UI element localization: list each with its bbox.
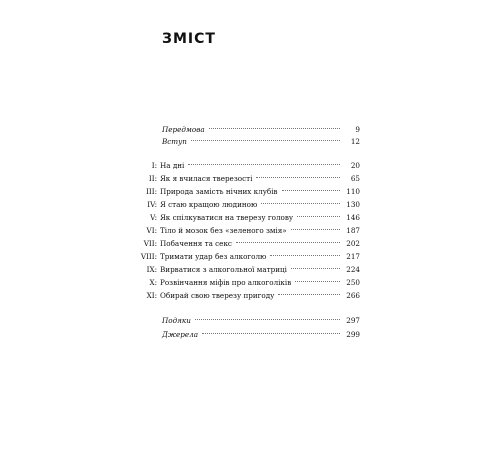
chapter-number: IV:	[147, 200, 157, 209]
toc-entry-chapter-11[interactable]	[100, 290, 360, 302]
chapter-number: IX:	[146, 265, 157, 274]
toc-entry-chapter-6[interactable]	[100, 225, 360, 237]
chapter-number: X:	[149, 278, 157, 287]
chapter-number: VII:	[143, 239, 157, 248]
dot-leader	[297, 216, 340, 217]
toc-entry-title: Джерела	[162, 330, 198, 339]
toc-entry-chapter-4[interactable]	[100, 199, 360, 211]
toc-entry-page: 299	[346, 330, 360, 339]
toc-entry-title: Як спілкуватися на тверезу голову	[160, 213, 294, 222]
dot-leader	[236, 242, 340, 243]
dot-leader	[261, 203, 340, 204]
toc-entry-page: 20	[350, 161, 360, 170]
toc-entry-chapter-9[interactable]	[100, 264, 360, 276]
chapter-number: III:	[146, 187, 157, 196]
toc-entry-page: 187	[346, 226, 360, 235]
toc-entry-preface[interactable]	[100, 124, 360, 136]
toc-entry-title: Я стаю кращою людиною	[160, 200, 258, 209]
dot-leader	[278, 294, 340, 295]
dot-leader	[195, 319, 340, 320]
dot-leader	[295, 281, 340, 282]
page-title: ЗМІСТ	[162, 31, 216, 47]
toc-entry-page: 266	[346, 291, 360, 300]
toc-entry-chapter-2[interactable]	[100, 173, 360, 185]
toc-entry-chapter-1[interactable]	[100, 160, 360, 172]
toc-entry-page: 217	[346, 252, 360, 261]
dot-leader	[270, 255, 340, 256]
toc-entry-acknowledgements[interactable]	[100, 315, 360, 327]
dot-leader	[291, 229, 340, 230]
toc-entry-sources[interactable]	[100, 329, 360, 341]
toc-entry-chapter-5[interactable]	[100, 212, 360, 224]
table-of-contents	[100, 0, 360, 450]
toc-entry-title: Обирай свою тверезу пригоду	[160, 291, 275, 300]
chapter-number: I:	[151, 161, 157, 170]
toc-entry-page: 202	[346, 239, 360, 248]
dot-leader	[256, 177, 340, 178]
chapter-number: VIII:	[140, 252, 157, 261]
dot-leader	[291, 268, 340, 269]
toc-entry-title: Тіло й мозок без «зеленого змія»	[160, 226, 287, 235]
toc-entry-title: Тримати удар без алкоголю	[160, 252, 267, 261]
toc-entry-page: 146	[346, 213, 360, 222]
toc-entry-title: Побачення та секс	[160, 239, 232, 248]
dot-leader	[209, 128, 340, 129]
toc-entry-chapter-7[interactable]	[100, 238, 360, 250]
toc-entry-chapter-8[interactable]	[100, 251, 360, 263]
toc-entry-introduction[interactable]	[100, 136, 360, 148]
chapter-number: V:	[150, 213, 157, 222]
chapter-number: VI:	[146, 226, 157, 235]
dot-leader	[202, 333, 340, 334]
toc-entry-title: Вирватися з алкогольної матриці	[160, 265, 287, 274]
dot-leader	[191, 140, 340, 141]
toc-entry-chapter-10[interactable]	[100, 277, 360, 289]
chapter-number: XI:	[146, 291, 157, 300]
toc-entry-title: Розвінчання міфів про алкоголіків	[160, 278, 292, 287]
toc-entry-page: 250	[346, 278, 360, 287]
dot-leader	[282, 190, 340, 191]
toc-entry-chapter-3[interactable]	[100, 186, 360, 198]
toc-entry-title: Подяки	[162, 316, 191, 325]
toc-entry-page: 12	[350, 137, 360, 146]
toc-entry-page: 130	[346, 200, 360, 209]
toc-entry-title: На дні	[160, 161, 185, 170]
toc-entry-title: Як я вчилася тверезості	[160, 174, 253, 183]
toc-entry-page: 9	[355, 125, 360, 134]
dot-leader	[188, 164, 340, 165]
toc-entry-title: Вступ	[162, 137, 187, 146]
toc-entry-page: 110	[346, 187, 360, 196]
toc-entry-page: 65	[350, 174, 360, 183]
toc-entry-page: 297	[346, 316, 360, 325]
toc-entry-title: Передмова	[162, 125, 205, 134]
toc-entry-title: Природа замість нічних клубів	[160, 187, 278, 196]
toc-entry-page: 224	[346, 265, 360, 274]
chapter-number: II:	[148, 174, 157, 183]
